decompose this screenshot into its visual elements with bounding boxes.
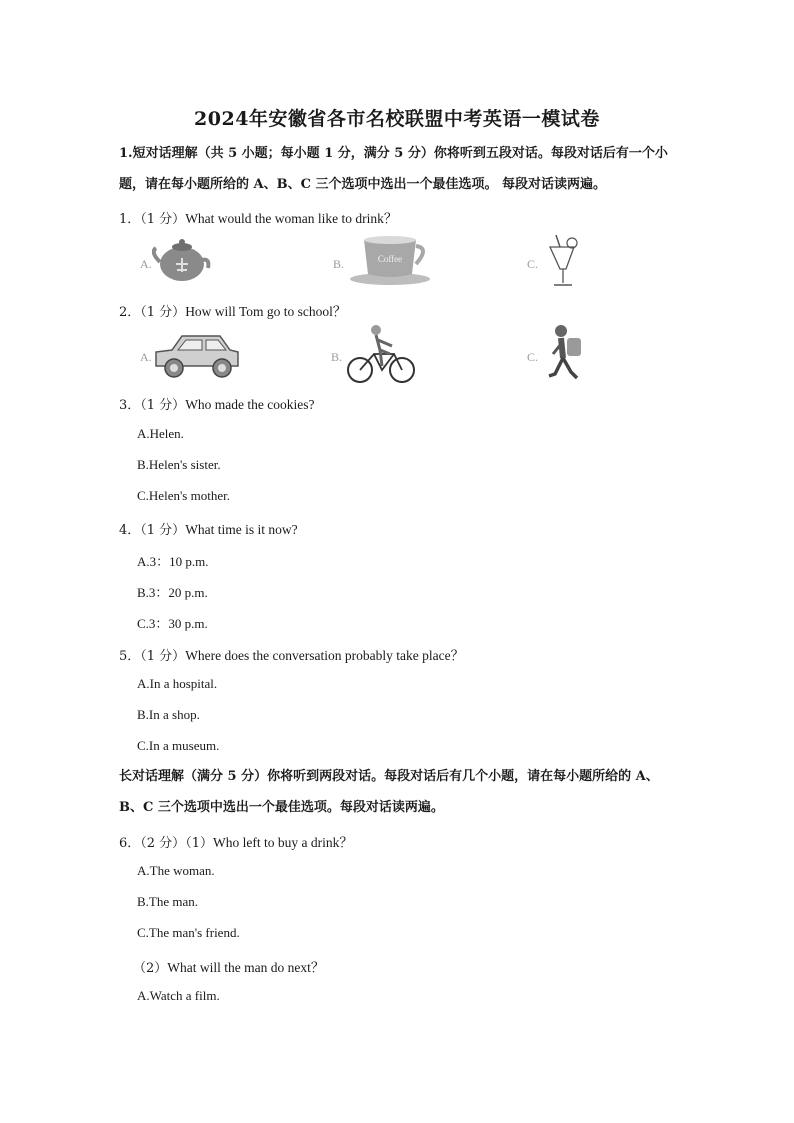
question-4-option-b: B.3：20 p.m.: [137, 585, 208, 600]
question-2: [119, 300, 346, 320]
question-1: [119, 207, 397, 227]
question-6: [119, 831, 353, 851]
page-title: 2024年安徽省各市名校联盟中考英语一模试卷: [194, 108, 600, 130]
question-6-sub2-option-a: A.Watch a film.: [137, 988, 220, 1003]
question-2-prefix: 2．（1 分）: [119, 305, 186, 320]
q2-picture-label-a: A.: [140, 350, 152, 364]
question-4-option-a: A.3：10 p.m.: [137, 554, 209, 569]
q1-picture-label-c: C.: [527, 257, 539, 271]
question-3-option-a: A.Helen.: [137, 426, 184, 441]
teapot-icon: [152, 234, 212, 284]
coffee-cup-text: Coffee: [377, 254, 403, 264]
question-6-sub1-prefix: （1）: [185, 836, 213, 851]
question-1-prefix: 1．（1 分）: [119, 212, 186, 227]
walking-student-icon: [543, 324, 587, 384]
question-5-prefix: 5．（1 分）: [119, 649, 186, 664]
question-4-prefix: 4．（1 分）: [119, 523, 186, 538]
coffee-cup-icon: [350, 234, 435, 286]
question-6-sub2: [133, 956, 324, 976]
question-6-sub1-text: Who left to buy a drink？: [212, 835, 353, 850]
question-6-sub1-option-a: A.The woman.: [137, 863, 215, 878]
q2-picture-label-b: B.: [331, 350, 343, 364]
bicycle-icon: [346, 324, 418, 386]
section-instructions-long-dialogue: 长对话理解（满分 5 分）你将听到两段对话。每段对话后有几个小题，请在每小题所给的 A、B、C 三个选项中选出一个最佳选项。每段对话读两遍。: [119, 769, 659, 815]
question-6-sub1-option-c: C.The man's friend.: [137, 925, 240, 940]
question-4: [119, 519, 298, 538]
question-5-option-c: C.In a museum.: [137, 738, 220, 753]
question-5-option-b: B.In a shop.: [137, 707, 200, 722]
juice-glass-icon: [546, 233, 580, 291]
question-5: [119, 644, 464, 664]
question-6-sub2-text: What will the man do next？: [167, 960, 325, 975]
question-2-text: How will Tom go to school？: [185, 304, 347, 319]
question-6-prefix: 6．（2 分）: [119, 836, 186, 851]
q2-picture-label-c: C.: [527, 350, 539, 364]
section-instructions-short-dialogue: 1.短对话理解（共 5 小题；每小题 1 分，满分 5 分）你将听到五段对话。每段对话后有一个小题，请在每小题所给的 A、B、C 三个选项中选出一个最佳选项。 每段对话读两遍。: [119, 146, 668, 192]
q1-picture-label-b: B.: [333, 257, 345, 271]
question-6-sub1-option-b: B.The man.: [137, 894, 199, 909]
question-1-text: What would the woman like to drink？: [185, 211, 398, 226]
question-5-option-a: A.In a hospital.: [137, 676, 218, 691]
question-3-prefix: 3．（1 分）: [119, 398, 186, 413]
question-3-option-b: B.Helen's sister.: [137, 457, 221, 472]
question-6-sub2-prefix: （2）: [133, 961, 168, 976]
question-3-text: Who made the cookies?: [185, 397, 315, 412]
question-3-option-c: C.Helen's mother.: [137, 488, 230, 503]
q1-picture-label-a: A.: [140, 257, 152, 271]
question-5-text: Where does the conversation probably take place？: [185, 648, 465, 663]
car-icon: [150, 330, 244, 382]
question-3: [119, 394, 315, 413]
question-4-option-c: C.3：30 p.m.: [137, 616, 208, 631]
question-4-text: What time is it now?: [185, 522, 298, 537]
